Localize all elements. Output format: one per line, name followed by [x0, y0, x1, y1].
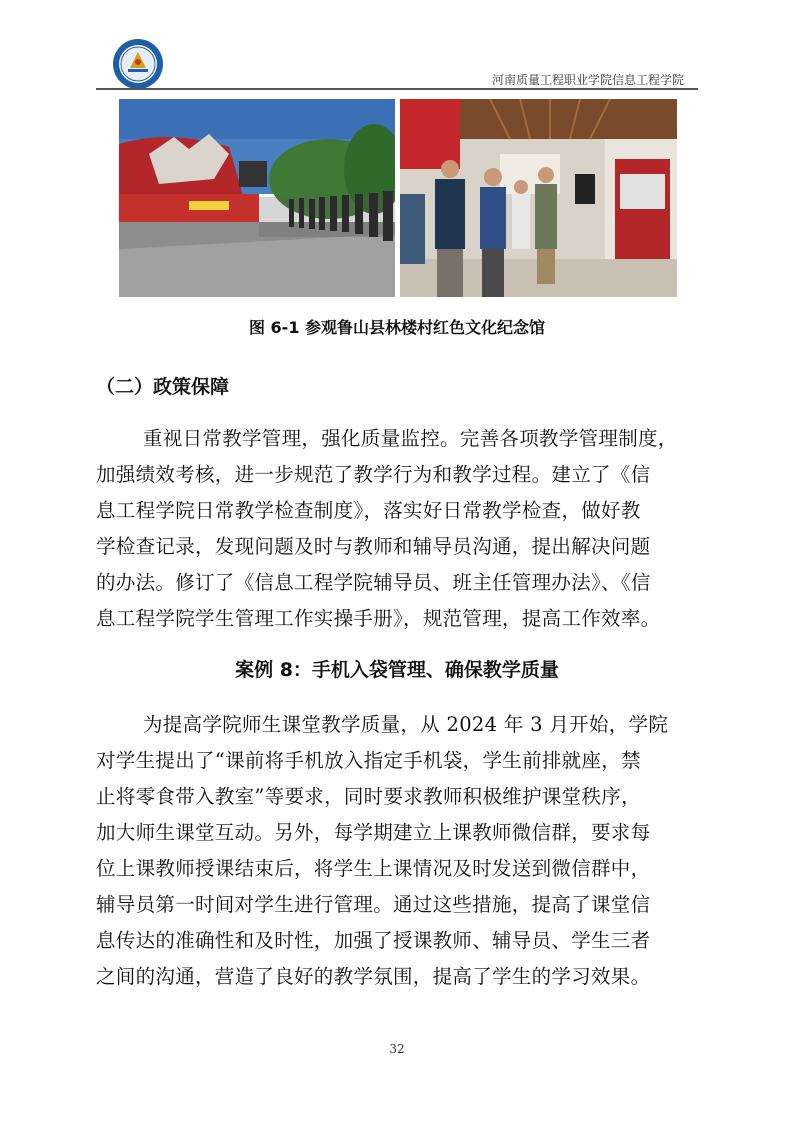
paragraph-line: 加大师生课堂互动。另外，每学期建立上课教师微信群，要求每: [96, 821, 651, 844]
paragraph-line: 息工程学院学生管理工作实操手册》，规范管理，提高工作效率。: [96, 607, 661, 630]
paragraph-line: 为提高学院师生课堂教学质量，从 2024 年 3 月开始，学院: [143, 713, 669, 736]
paragraph-line: 止将零食带入教室”等要求，同时要求教师积极维护课堂秩序，: [96, 785, 641, 808]
paragraph-line: 息传达的准确性和及时性，加强了授课教师、辅导员、学生三者: [96, 929, 651, 952]
paragraph-line: 加强绩效考核，进一步规范了教学行为和教学过程。建立了《信: [96, 463, 651, 486]
paragraph-line: 学检查记录，发现问题及时与教师和辅导员沟通，提出解决问题: [96, 535, 651, 558]
college-seal-icon: [112, 38, 164, 90]
paragraph-line: 重视日常教学管理，强化质量监控。完善各项教学管理制度，: [143, 427, 678, 450]
header-divider: [96, 88, 698, 90]
paragraph-line: 的办法。修订了《信息工程学院辅导员、班主任管理办法》、《信: [96, 571, 651, 594]
paragraph-line: 辅导员第一时间对学生进行管理。通过这些措施，提高了课堂信: [96, 893, 651, 916]
exhibition-hall-photo: [400, 99, 677, 297]
section-heading: （二）政策保障: [96, 376, 230, 398]
case-title: 案例 8：手机入袋管理、确保教学质量: [235, 659, 559, 681]
paragraph-line: 对学生提出了“课前将手机放入指定手机袋，学生前排就座，禁: [96, 749, 641, 772]
paragraph-line: 息工程学院日常教学检查制度》，落实好日常教学检查，做好教: [96, 499, 641, 522]
header-title: 河南质量工程职业学院信息工程学院: [491, 73, 684, 87]
paragraph-line: 之间的沟通，营造了良好的教学氛围，提高了学生的学习效果。: [96, 965, 651, 988]
memorial-monument-photo: [119, 99, 395, 297]
figure-caption: 图 6-1 参观鲁山县林楼村红色文化纪念馆: [248, 318, 546, 337]
page-number: 32: [389, 1042, 405, 1056]
paragraph-line: 位上课教师授课结束后，将学生上课情况及时发送到微信群中，: [96, 857, 651, 880]
